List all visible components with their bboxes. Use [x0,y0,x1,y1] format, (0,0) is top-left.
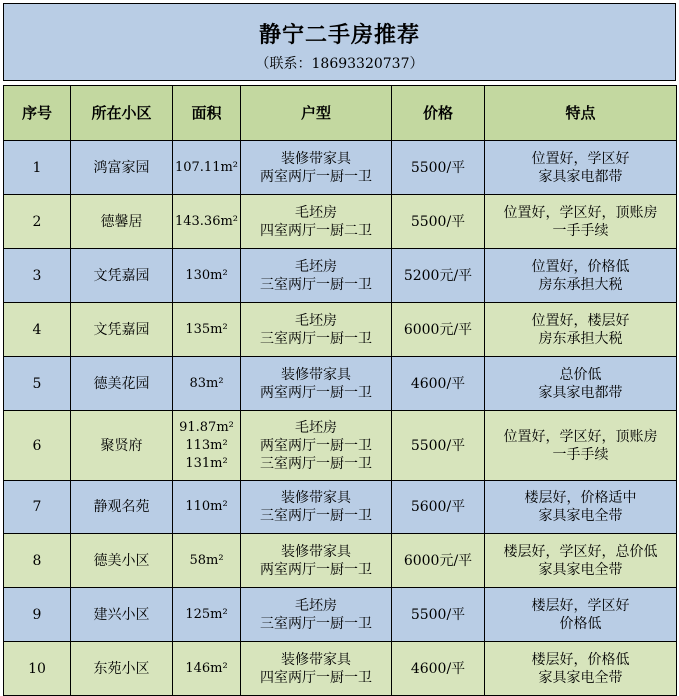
cell-layout-line: 装修带家具 [281,543,351,560]
cell-no: 6 [4,411,71,481]
cell-layout-line: 三室两厅一厨一卫 [260,615,372,632]
col-header-no: 序号 [4,86,71,141]
table-row [4,411,677,481]
cell-community: 建兴小区 [71,588,173,642]
col-header-community: 所在小区 [71,86,173,141]
cell-community: 静观名苑 [71,481,173,534]
cell-area-line: 146m² [185,660,228,676]
cell-area [173,642,241,696]
cell-no: 9 [4,588,71,642]
cell-layout-line: 三室两厅一厨一卫 [260,455,372,472]
cell-no: 3 [4,249,71,303]
cell-community: 德馨居 [71,195,173,249]
cell-no: 7 [4,481,71,534]
cell-layout-line: 装修带家具 [281,490,351,506]
cell-features [485,411,677,481]
cell-layout [241,642,392,696]
cell-layout-line: 毛坯房 [295,419,337,436]
cell-area [173,249,241,303]
cell-area-line: 107.11m² [174,159,239,175]
cell-area-line: 110m² [185,499,228,514]
table-row [4,357,677,411]
header-row [4,86,677,141]
table-row [4,249,677,303]
cell-features-line: 家具家电全带 [538,669,623,686]
listing-sheet [3,3,676,696]
table-row [4,195,677,249]
cell-features [485,642,677,696]
cell-layout [241,303,392,357]
cell-area-line: 58m² [189,552,224,568]
cell-area [173,481,241,534]
cell-area-line: 131m² [185,455,228,471]
cell-features-line: 位置好，学区好，顶账房 [503,204,658,221]
cell-layout-line: 两室两厅一厨一卫 [260,168,372,185]
cell-layout-line: 装修带家具 [281,651,351,668]
cell-features [485,303,677,357]
cell-area-line: 130m² [185,267,228,283]
cell-layout-line: 毛坯房 [295,204,337,221]
cell-layout-line: 两室两厅一厨一卫 [260,384,372,401]
cell-area [173,141,241,195]
cell-area-line: 83m² [189,375,224,391]
sheet-title: 静宁二手房推荐 [258,22,420,48]
cell-layout-line: 三室两厅一厨一卫 [260,276,372,293]
cell-community: 东苑小区 [71,642,173,696]
cell-features-line: 家具家电全带 [538,508,623,524]
cell-layout-line: 三室两厅一厨一卫 [260,330,372,347]
cell-features-line: 位置好，楼层好 [531,312,630,329]
table-row [4,534,677,588]
cell-community: 德美花园 [71,357,173,411]
cell-features-line: 总价低 [559,366,602,383]
cell-features-line: 家具家电都带 [538,384,623,401]
cell-layout [241,195,392,249]
cell-features [485,249,677,303]
cell-layout [241,141,392,195]
cell-area [173,357,241,411]
cell-price: 5500/平 [392,588,485,642]
cell-area [173,588,241,642]
cell-layout [241,249,392,303]
cell-layout [241,481,392,534]
cell-features [485,141,677,195]
cell-area [173,303,241,357]
cell-no: 4 [4,303,71,357]
cell-area [173,195,241,249]
cell-no: 8 [4,534,71,588]
col-header-features: 特点 [485,86,677,141]
cell-community: 鸿富家园 [71,141,173,195]
cell-price: 5500/平 [392,141,485,195]
table-row [4,141,677,195]
cell-features-line: 一手手续 [552,446,609,463]
cell-features [485,588,677,642]
col-header-price: 价格 [392,86,485,141]
cell-layout-line: 两室两厅一厨一卫 [260,437,372,454]
cell-features-line: 位置好，学区好，顶账房 [503,428,658,445]
cell-features-line: 家具家电全带 [538,561,623,578]
cell-area-line: 143.36m² [174,213,239,229]
cell-features-line: 一手手续 [552,222,609,239]
table-row [4,303,677,357]
cell-layout-line: 两室两厅一厨一卫 [260,561,372,578]
cell-layout-line: 四室两厅一厨一卫 [260,669,372,686]
cell-no: 1 [4,141,71,195]
cell-layout-line: 装修带家具 [281,150,351,167]
cell-features-line: 楼层好，学区好，总价低 [503,543,658,560]
cell-community: 文凭嘉园 [71,249,173,303]
cell-price: 5500/平 [392,195,485,249]
cell-features [485,481,677,534]
cell-layout-line: 毛坯房 [295,597,337,614]
cell-features-line: 房东承担大税 [538,276,623,293]
contact-line: （联系：18693320737） [255,56,424,72]
cell-price: 6000元/平 [392,534,485,588]
cell-layout-line: 三室两厅一厨一卫 [260,508,372,524]
cell-price: 4600/平 [392,642,485,696]
cell-price: 5200元/平 [392,249,485,303]
cell-layout [241,357,392,411]
title-box [3,3,676,81]
listing-table [3,85,677,696]
cell-features-line: 房东承担大税 [538,330,623,347]
cell-community: 德美小区 [71,534,173,588]
cell-features [485,195,677,249]
cell-layout-line: 毛坯房 [295,312,337,329]
cell-layout-line: 装修带家具 [281,366,351,383]
cell-price: 6000元/平 [392,303,485,357]
cell-area-line: 135m² [185,321,228,337]
cell-features-line: 位置好，价格低 [531,258,630,275]
cell-price: 5500/平 [392,411,485,481]
cell-layout [241,534,392,588]
cell-features-line: 价格低 [559,615,602,632]
cell-layout-line: 四室两厅一厨二卫 [260,222,372,239]
cell-area-line: 125m² [185,606,228,622]
cell-features-line: 楼层好，学区好 [531,597,630,614]
col-header-layout: 户型 [241,86,392,141]
cell-area [173,411,241,481]
table-row [4,481,677,534]
cell-features-line: 楼层好，价格低 [531,651,630,668]
cell-no: 5 [4,357,71,411]
cell-features-line: 位置好，学区好 [531,150,630,167]
cell-features [485,534,677,588]
cell-no: 2 [4,195,71,249]
cell-layout [241,411,392,481]
table-row [4,642,677,696]
cell-community: 聚贤府 [71,411,173,481]
cell-price: 5600/平 [392,481,485,534]
cell-area-line: 91.87m² [179,419,234,435]
cell-layout [241,588,392,642]
table-row [4,588,677,642]
cell-price: 4600/平 [392,357,485,411]
col-header-area: 面积 [173,86,241,141]
cell-layout-line: 毛坯房 [295,258,337,275]
cell-features [485,357,677,411]
cell-area-line: 113m² [185,437,228,453]
cell-no: 10 [4,642,71,696]
cell-community: 文凭嘉园 [71,303,173,357]
cell-area [173,534,241,588]
cell-features-line: 楼层好，价格适中 [524,490,637,506]
cell-features-line: 家具家电都带 [538,168,623,185]
